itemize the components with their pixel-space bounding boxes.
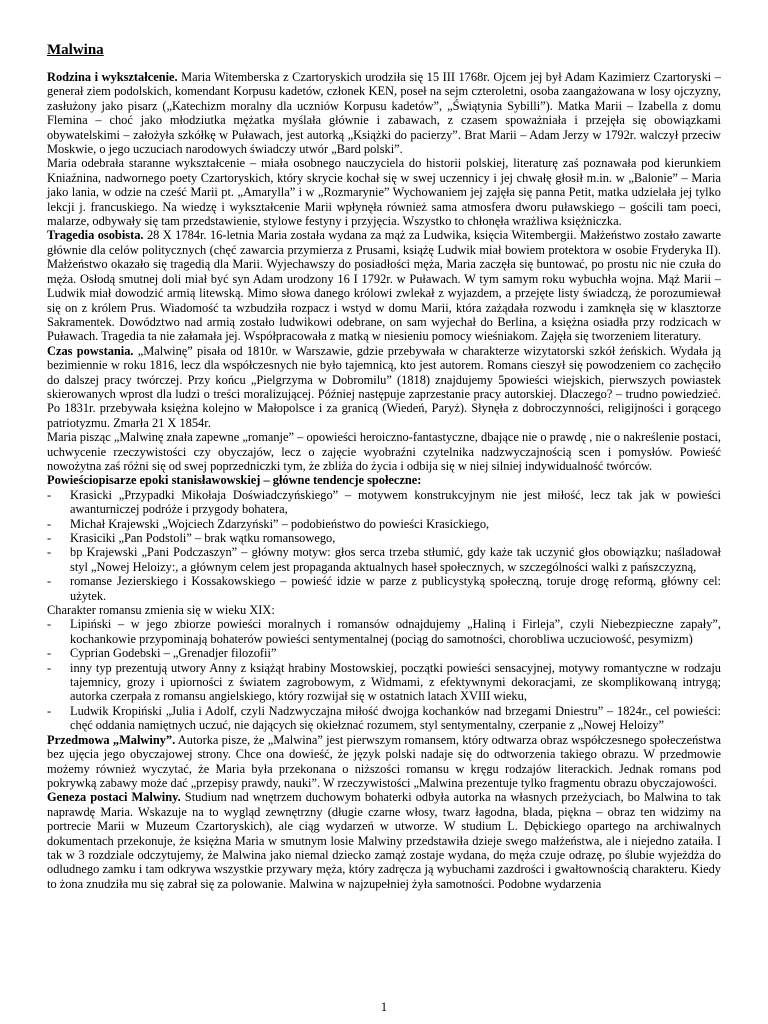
- xix-intro: Charakter romansu zmienia się w wieku XIX:: [47, 603, 275, 618]
- novels-heading-text: Powieściopisarze epoki stanisławowskiej – główne tendencje społeczne:: [47, 473, 422, 488]
- xix-list: [47, 617, 721, 732]
- list-dash: -: [47, 660, 52, 675]
- paragraph-text: Maria odebrała staranne wykształcenie – miała osobnego nauczyciela do historii polskiej, literaturę zaś poznawała pod kierunkiem Kniaźnina, nadwornego poety Czartoryskich, który skrycie kochał się w swej uczennicy i jej chwałę głosił m.in. w „Balonie” – Maria jako lania, w odzie na cześć Marii pt. „Amarylla” i w „Rozmarynie” Wychowaniem jej zajęła się panna Petit, matka udzielała jej tylko lekcji j. francuskiego. Na wiedzę i wykształcenie Marii wpłynęła również sama atmosfera dworu puławskiego – gościli tam poeci, malarze, odbywały się tam przedstawienie, stylowe festyny i przyjęcia. Wszystko to chłonęła wrażliwa księżniczka.: [47, 156, 721, 229]
- list-dash: -: [47, 574, 52, 589]
- paragraph-heading: Tragedia osobista.: [47, 228, 144, 243]
- page-title: Malwina: [47, 42, 104, 58]
- list-item-text: Krasicki „Przypadki Mikołaja Doświadczyńskiego” – motywem konstrukcyjnym nie jest miłość, lecz tak jak w powieści awanturniczej podróże i przygody bohatera,: [70, 487, 721, 517]
- paragraph-text: Studium nad wnętrzem duchowym bohaterki odbyła autorka na własnych przeżyciach, bo Malwina to tak naprawdę Maria. Wskazuje na to wygląd zewnętrzny (długie czarne włosy, twarz łagodna, blada, piękna – obraz ten widzimy na portrecie Marii w Muzeum Czartoryskich), ale ciąg wydarzeń w utworze. W studium L. Dębickiego opartego na archiwalnych dokumentach przekonuje, że księżna Maria w smutnym losie Malwiny przedstawiła dzieje swego małżeństwa, ale i niejedno zataiła. I tak w 3 rozdziale odczytujemy, że Malwina jako niemal dziecko zamąż zostaje wydana, do męża czuje odrazę, po ślubie wyjeżdża do odludnego zamku i tam odkrywa wszystkie przywary męża, który zadręcza ją wybuchami zazdrości i gwałtownością charakteru. Kiedy to żona znudziła mu się zabrał się za polowanie. Malwina w najzupełniej żyła samotności. Podobne wydarzenia: [47, 790, 721, 891]
- paragraph-creation-time: [47, 344, 721, 430]
- list-item: [47, 517, 721, 531]
- list-dash: -: [47, 646, 52, 661]
- paragraph-genesis: [47, 790, 721, 891]
- list-item: [47, 488, 721, 517]
- list-dash: -: [47, 516, 52, 531]
- novels-heading: [47, 473, 721, 487]
- paragraph-tragedy: [47, 228, 721, 343]
- list-item: [47, 531, 721, 545]
- list-item-text: Michał Krajewski „Wojciech Zdarzyński” – podobieństwo do powieści Krasickiego,: [70, 516, 490, 531]
- paragraph-text: „Malwinę” pisała od 1810r. w Warszawie, gdzie przebywała w charakterze wizytatorski szkół żeńskich. Wydała ją bezimiennie w roku 1816, lecz dla współczesnych nie było tajemnicą, kto jest autorem. Romans cieszył się powodzeniem co zachęciło do dalszej pracy twórczej. Przy końcu „Pielgrzyma w Dobromilu” (1818) znajdujemy 5powieści wiejskich, pierwszych powiastek skierowanych wprost dla ludzi o treści moralizującej. Później następuje zaprzestanie pracy autorskiej. Dlaczego? – trudno powiedzieć. Po 1831r. przebywała księżna kolejno w Małopolsce i za granicą (Wiedeń, Paryż). Słynęła z dobroczynności, religijności i gorącego patriotyzmu. Zmarła 21 X 1854r.: [47, 343, 721, 430]
- novels-list: [47, 488, 721, 603]
- list-item: [47, 646, 721, 660]
- paragraph-text: 28 X 1784r. 16-letnia Maria została wydana za mąż za Ludwika, księcia Witembergii. Małżeństwo zostało zawarte głównie dla celów politycznych (chęć zawarcia przymierza z Prusami, książę Ludwik miał bowiem protektora w osobie Fryderyka II). Małżeństwo okazało się tragedią dla Marii. Wyjechawszy do posiadłości męża, Maria zaczęła się buntować, po prostu nic nie czuła do męża. Osłodą smutnej doli miał być syn Adam urodzony 16 I 1792r. w Puławach. W tym samym roku wybuchła wojna. Mąż Marii – Ludwik miał dowodzić armią litewską. Mimo słowa danego królowi zwlekał z wyjazdem, a przejęte listy świadczą, że porozumiewał się on z królem Prus. Wiadomość ta wzbudziła rozpacz i wstyd w domu Marii, która zażądała rozwodu i zamknęła się w klasztorze Sakramentek. Dowództwo nad armią zostało ludwikowi odebrane, on sam wyjechał do Berlina, a księżna osiadła przy rodzicach w Puławach. Tragedia ta nie załamała jej. Współpracowała z matką w niesieniu pomocy wieśniakom. Zajęła się tworzeniem literatury.: [47, 228, 721, 344]
- paragraph-text: Maria Witemberska z Czartoryskich urodziła się 15 III 1768r. Ojcem jej był Adam Kazimierz Czartoryski – generał ziem podolskich, komendant Korpusu kadetów, członek KEN, poseł na sejm czteroletni, osoba zaangażowana w losy ojczyzny, zasłużony jako pisarz („Katechizm moralny dla uczniów Korpusu kadetów”, „Świątynia Sybilli”). Matka Marii – Izabella z domu Flemina – choć jako młodziutka mężatka myślała głównie i zabawach, z czasem spoważniała i przejęła się obowiązkami obywatelskimi – założyła szkółkę w Puławach, jest autorką „Książki do pacierzy”. Brat Marii – Adam Jerzy w 1792r. walczył przeciw Moskwie, o jego uczuciach narodowych świadczy utwór „Bard polski”.: [47, 70, 721, 157]
- paragraph-heading: Rodzina i wykształcenie.: [47, 70, 178, 84]
- list-item-text: inny typ prezentują utwory Anny z książąt hrabiny Mostowskiej, początki powieści sensacyjnej, motywy romantyczne w rodzaju tajemnicy, grozy i upiorności z światem zagrobowym, z Widmami, z efektywnymi dekoracjami, ze skomplikowaną intrygą; autorka czerpała z romansu angielskiego, który rozwijał się w ostatnich latach XVIII wieku,: [70, 660, 721, 704]
- list-dash: -: [47, 487, 52, 502]
- list-item: [47, 574, 721, 603]
- paragraph-preface: [47, 733, 721, 791]
- list-item: [47, 545, 721, 574]
- list-item-text: Cyprian Godebski – „Grenadjer filozofii”: [70, 646, 277, 661]
- paragraph-family: [47, 70, 721, 156]
- list-item-text: Lipiński – w jego zbiorze powieści moralnych i romansów odnajdujemy „Haliną i Firleja”, czyli Niebezpieczne zapały”, kochankowie przypominają bohaterów powieści sentymentalnej (pociąg do samotności, chorobliwa uczuciowość, pesymizm): [70, 617, 721, 646]
- list-dash: -: [47, 617, 52, 632]
- list-dash: -: [47, 545, 52, 560]
- paragraph-education: [47, 156, 721, 228]
- list-dash: -: [47, 531, 52, 545]
- list-item-text: romanse Jezierskiego i Kossakowskiego – powieść idzie w parze z publicystyką społeczną, toruje drogę reformą, główny cel: użytek.: [70, 574, 721, 603]
- list-dash: -: [47, 703, 52, 718]
- list-item: [47, 617, 721, 646]
- paragraph-heading: Czas powstania.: [47, 343, 134, 358]
- list-item: [47, 704, 721, 733]
- list-item-text: Ludwik Kropiński „Julia i Adolf, czyli Nadzwyczajna miłość dwojga kochanków nad brzegami Dniestru” – 1824r., cel powieści: chęć oddania namiętnych uczuć, nie dających się okiełznać rozumem, styl sentymentalny, czerpanie z „Nowej Heloizy”: [70, 703, 721, 733]
- page-number: 1: [380, 1000, 388, 1014]
- list-item: [47, 661, 721, 704]
- paragraph-text: Autorka pisze, że „Malwina” jest pierwszym romansem, który odtwarza obraz współczesnego społeczeństwa bez ujęcia jego obyczajowej strony. Chce ona dowieść, że język polski nadaje się do odtworzenia takiego obrazu. W przedmowie możemy również wyczytać, że Maria była przekonana o niższości romansu w kręgu rodzajów literackich. Jednak romans pod pokrywką zabawy może dać „przepisy prawdy, nauki”. W rzeczywistości „Malwina prezentuje tylko fragmentu obrazu obyczajowości.: [47, 732, 722, 790]
- list-item-text: Krasiciki „Pan Podstoli” – brak wątku romansowego,: [70, 531, 336, 545]
- document-body: [47, 70, 721, 891]
- paragraph-heading: Geneza postaci Malwiny.: [47, 790, 181, 805]
- paragraph-heading: Przedmowa „Malwiny”.: [47, 732, 176, 747]
- list-item-text: bp Krajewski „Pani Podczaszyn” – główny motyw: głos serca trzeba stłumić, gdy każe tak uczynić głos obowiązku; naśladował styl „Nowej Heloizy:, a głównym celem jest propaganda aktualnych haseł społecznych, w szczególności walki z pańszczyzną,: [70, 545, 721, 574]
- paragraph-romance: [47, 430, 721, 473]
- paragraph-text: Maria pisząc „Malwinę znała zapewne „romanje” – opowieści heroiczno-fantastyczne, dbające nie o prawdę , nie o nakreślenie postaci, uchwycenie rzeczywistości czy obyczajów, lecz o zajęcie wyobraźni czytelnika nadzwyczajnością scen i pomysłów. Powieść nowożytna zaś różni się od swej poprzedniczki tym, że zbliża do życia i odbija się w niej silniej indywidualność twórców.: [47, 430, 721, 473]
